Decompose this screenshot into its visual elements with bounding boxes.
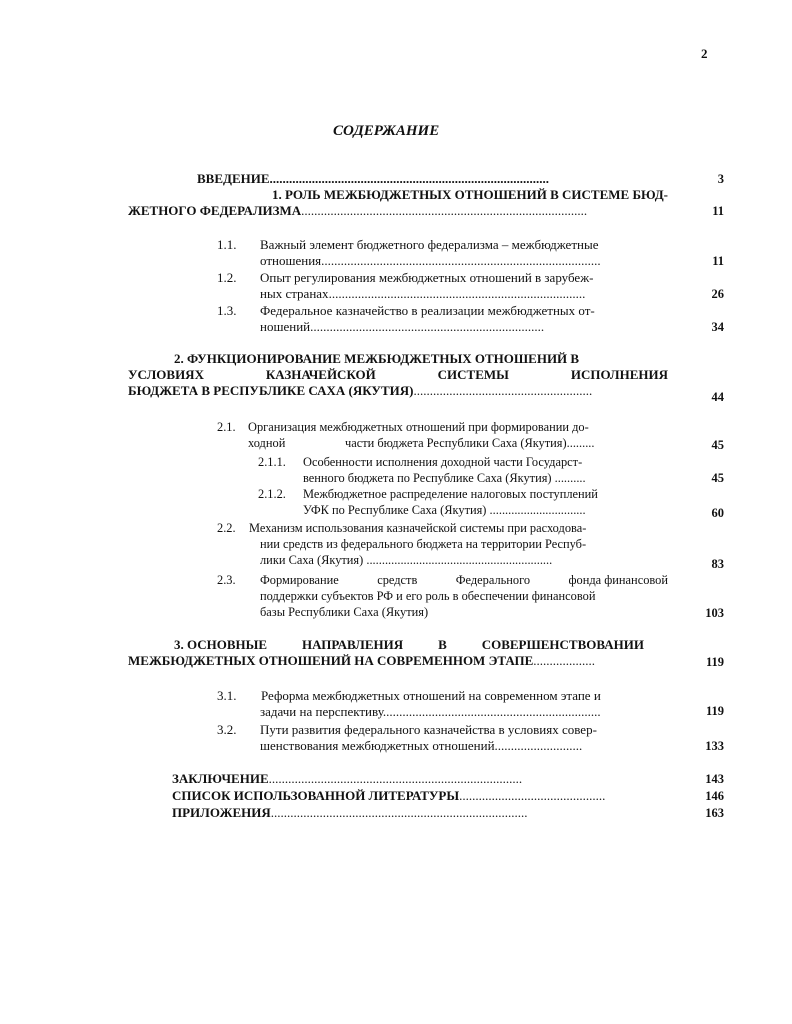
toc-number: 1.1. (217, 237, 237, 252)
toc-page: 3 (717, 172, 724, 186)
toc-entry-intro[interactable]: ВВЕДЕНИЕ...................................................................................... (197, 171, 550, 186)
toc-label: Важный элемент бюджетного федерализма – межбюджетные (260, 237, 599, 252)
toc-label: ПРИЛОЖЕНИЯ (172, 805, 271, 820)
toc-label: ных странах (260, 286, 329, 301)
toc-label: Механизм использования казначейской системы при расходова- (249, 521, 587, 535)
toc-label: базы Республики Саха (Якутия) (260, 605, 429, 619)
toc-number: 2.1. (217, 420, 236, 434)
toc-label: Федеральное казначейство в реализации межбюджетных от- (260, 303, 595, 318)
toc-label: 1. РОЛЬ МЕЖБЮДЖЕТНЫХ ОТНОШЕНИЙ В СИСТЕМЕ БЮД- (272, 187, 668, 202)
toc-page: 163 (705, 806, 724, 820)
toc-label: УФК по Республике Саха (Якутия) (303, 503, 487, 517)
toc-number: 2.1.2. (258, 487, 286, 501)
toc-page: 119 (705, 704, 724, 718)
toc-label: МЕЖБЮДЖЕТНЫХ ОТНОШЕНИЙ НА СОВРЕМЕННОМ ЭТАПЕ (128, 653, 534, 668)
toc-page: 119 (705, 655, 724, 669)
toc-label: Организация межбюджетных отношений при формировании до- (248, 420, 589, 434)
toc-label: Пути развития федерального казначейства в условиях совер- (260, 722, 597, 737)
toc-page: 44 (711, 390, 724, 404)
toc-number: 3.2. (217, 722, 237, 737)
toc-entry-literature[interactable]: СПИСОК ИСПОЛЬЗОВАННОЙ ЛИТЕРАТУРЫ............................................. (172, 788, 606, 803)
toc-number: 2.2. (217, 521, 236, 535)
toc-page: 143 (705, 772, 724, 786)
toc-label: СПИСОК ИСПОЛЬЗОВАННОЙ ЛИТЕРАТУРЫ (172, 788, 460, 803)
toc-page: 146 (705, 789, 724, 803)
toc-label: Особенности исполнения доходной части Государст- (303, 455, 583, 469)
toc-label: поддержки субъектов РФ и его роль в обеспечении финансовой (260, 589, 596, 603)
toc-page: 83 (711, 557, 724, 571)
toc-page: 45 (711, 471, 724, 485)
toc-number: 1.2. (217, 270, 237, 285)
toc-number: 2.3. (217, 573, 236, 587)
page-number: 2 (701, 46, 708, 61)
toc-page: 60 (711, 506, 724, 520)
toc-label: Межбюджетное распределение налоговых поступлений (303, 487, 598, 501)
toc-label: венного бюджета по Республике Саха (Якутия) (303, 471, 552, 485)
toc-page: 11 (712, 204, 724, 218)
toc-number: 2.1.1. (258, 455, 286, 469)
toc-label: ходной (248, 436, 286, 450)
toc-entry-conclusion[interactable]: ЗАКЛЮЧЕНИЕ.............................................................................. (172, 771, 523, 786)
toc-number: 1.3. (217, 303, 237, 318)
toc-page: 133 (705, 739, 724, 753)
toc-label: 3. ОСНОВНЫЕ НАПРАВЛЕНИЯ В СОВЕРШЕНСТВОВАНИИ (174, 637, 644, 652)
toc-label: лики Саха (Якутия) (260, 553, 364, 567)
toc-label: ЖЕТНОГО ФЕДЕРАЛИЗМА (128, 203, 302, 218)
toc-label: части бюджета Республики Саха (Якутия) (345, 436, 567, 450)
toc-label: Опыт регулирования межбюджетных отношений в зарубеж- (260, 270, 594, 285)
toc-label: Реформа межбюджетных отношений на современном этапе и (261, 688, 601, 703)
toc-number: 3.1. (217, 688, 237, 703)
toc-label: ВВЕДЕНИЕ (197, 171, 270, 186)
toc-label: 2. ФУНКЦИОНИРОВАНИЕ МЕЖБЮДЖЕТНЫХ ОТНОШЕНИЙ В (174, 351, 580, 366)
toc-entry-appendices[interactable]: ПРИЛОЖЕНИЯ............................................................................... (172, 805, 528, 820)
toc-label: отношения (260, 253, 322, 268)
toc-label: БЮДЖЕТА В РЕСПУБЛИКЕ САХА (ЯКУТИЯ) (128, 383, 414, 398)
page-title: СОДЕРЖАНИЕ (333, 123, 440, 139)
toc-label: задачи на перспективу (260, 704, 383, 719)
toc-label: шенствования межбюджетных отношений (260, 738, 495, 753)
toc-page: 11 (712, 254, 724, 268)
toc-label: ЗАКЛЮЧЕНИЕ (172, 771, 269, 786)
toc-label: Формирование средств Федерального фонда финансовой (260, 573, 668, 587)
toc-page: 34 (711, 320, 724, 334)
toc-page: 45 (711, 438, 724, 452)
toc-page: 103 (705, 606, 724, 620)
toc-label: нии средств из федерального бюджета на территории Респуб- (260, 537, 587, 551)
toc-label: ношений (260, 319, 311, 334)
toc-label: УСЛОВИЯХ КАЗНАЧЕЙСКОЙ СИСТЕМЫ ИСПОЛНЕНИЯ (128, 367, 668, 382)
toc-page: 26 (711, 287, 724, 301)
